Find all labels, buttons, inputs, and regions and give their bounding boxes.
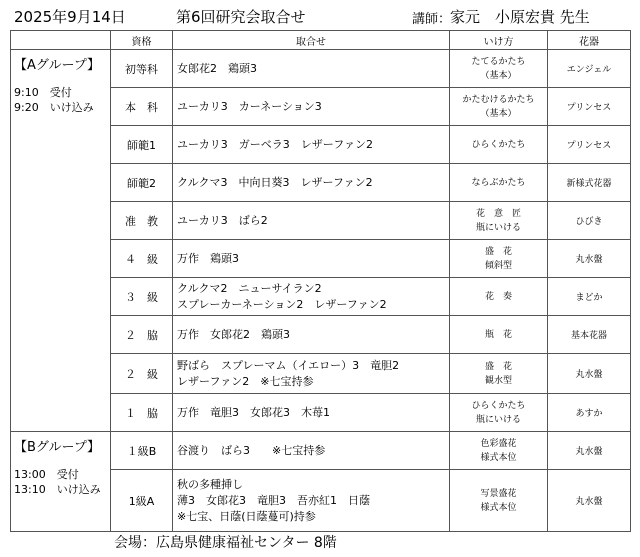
style-cell (450, 394, 548, 432)
rank-cell: １ 脇 (111, 394, 173, 432)
group-title: 【Bグループ】 (14, 440, 101, 455)
style-line: 盛 花 (484, 361, 512, 372)
materials-line: クルクマ2 ニューサイラン2 (177, 281, 322, 295)
table-row (11, 432, 631, 470)
instructor-label: 講師： (412, 12, 452, 27)
rank-cell: ４ 級 (111, 240, 173, 278)
materials-line: 女郎花2 鶏頭3 (177, 61, 257, 75)
style-line: ひらくかたち (471, 400, 526, 411)
header-group-cell (11, 31, 111, 50)
column-header-vase: 花器 (548, 31, 631, 50)
rank-cell: 本 科 (111, 88, 173, 126)
document-title: 第6回研究会取合せ (176, 8, 306, 26)
style-cell (450, 278, 548, 316)
style-cell (450, 316, 548, 354)
materials-line: クルクマ3 中向日葵3 レザーファン2 (177, 175, 373, 189)
rank-cell: １級B (111, 432, 173, 470)
group-cell (11, 432, 111, 532)
style-cell (450, 432, 548, 470)
materials-line: 万作 鶏頭3 (177, 251, 239, 265)
style-line: 瓶 花 (484, 329, 512, 340)
group-schedule-item: 13:10 いけ込み (14, 483, 101, 496)
column-header-style: いけ方 (450, 31, 548, 50)
style-line: たてるかたち (471, 56, 526, 67)
materials-line: スプレーカーネーション2 レザーファン2 (177, 297, 387, 311)
style-cell (450, 240, 548, 278)
materials-cell (173, 316, 450, 354)
rank-cell: ２ 脇 (111, 316, 173, 354)
materials-line: 野ばら スプレーマム（イエロー）3 竜胆2 (177, 358, 400, 372)
materials-cell (173, 202, 450, 240)
style-line: （基本） (480, 108, 517, 119)
vase-cell: エンジェル (548, 50, 631, 88)
group-schedule-item: 13:00 受付 (14, 468, 79, 481)
style-line: ひらくかたち (471, 139, 526, 150)
style-cell (450, 50, 548, 88)
materials-line: ユーカリ3 ガーベラ3 レザーファン2 (177, 137, 374, 151)
table-row (11, 50, 631, 88)
rank-cell: ２ 級 (111, 354, 173, 394)
materials-cell (173, 126, 450, 164)
rank-cell: 1級A (111, 470, 173, 532)
style-cell (450, 470, 548, 532)
materials-line: レザーファン2 ※七宝持参 (177, 374, 314, 388)
style-line: 花 意 匠 (475, 208, 521, 219)
style-cell (450, 88, 548, 126)
materials-cell (173, 88, 450, 126)
style-line: 様式本位 (480, 502, 517, 513)
materials-line: 薄3 女郎花3 竜胆3 吾亦紅1 日蔭 (177, 493, 370, 507)
style-line: ならぶかたち (471, 177, 526, 188)
vase-cell: 丸水盤 (548, 432, 631, 470)
vase-cell: 丸水盤 (548, 470, 631, 532)
materials-line: ユーカリ3 カーネーション3 (177, 99, 322, 113)
style-line: 写景盛花 (480, 488, 517, 499)
materials-cell (173, 470, 450, 532)
style-cell (450, 164, 548, 202)
style-line: 花 奏 (484, 291, 512, 302)
venue-text: 会場：広島県健康福祉センター 8階 (114, 535, 337, 551)
style-cell (450, 354, 548, 394)
vase-cell: プリンセス (548, 88, 631, 126)
style-line: 観水型 (484, 375, 512, 386)
vase-cell: あすか (548, 394, 631, 432)
event-date: 2025年9月14日 (14, 8, 126, 26)
materials-line: 秋の多種挿し (177, 477, 243, 491)
rank-cell: ３ 級 (111, 278, 173, 316)
materials-cell (173, 354, 450, 394)
materials-cell (173, 432, 450, 470)
style-line: 傾斜型 (484, 260, 512, 271)
materials-line: ※七宝、日蔭(日蔭蔓可)持参 (177, 509, 316, 523)
rank-cell: 准 教 (111, 202, 173, 240)
group-cell (11, 50, 111, 432)
instructor-name: 家元 小原宏貴 先生 (450, 8, 590, 26)
vase-cell: 新様式花器 (548, 164, 631, 202)
vase-cell: 丸水盤 (548, 240, 631, 278)
materials-line: 谷渡り ばら3 ※七宝持参 (177, 443, 326, 457)
rank-cell: 初等科 (111, 50, 173, 88)
style-line: 瓶にいける (475, 222, 521, 233)
table-header-row (11, 31, 631, 50)
style-line: （基本） (480, 70, 517, 81)
vase-cell: まどか (548, 278, 631, 316)
materials-cell (173, 164, 450, 202)
rank-cell: 師範2 (111, 164, 173, 202)
style-line: 盛 花 (484, 246, 512, 257)
column-header-rank: 資格 (111, 31, 173, 50)
rank-cell: 師範1 (111, 126, 173, 164)
vase-cell: ひびき (548, 202, 631, 240)
group-title: 【Aグループ】 (14, 58, 100, 73)
style-cell (450, 202, 548, 240)
materials-line: ユーカリ3 ばら2 (177, 213, 268, 227)
materials-cell (173, 394, 450, 432)
style-line: 色彩盛花 (480, 438, 517, 449)
group-schedule-item: 9:10 受付 (14, 86, 72, 99)
style-line: 様式本位 (480, 452, 517, 463)
arrangement-table (10, 30, 631, 532)
materials-cell (173, 240, 450, 278)
vase-cell: プリンセス (548, 126, 631, 164)
style-cell (450, 126, 548, 164)
materials-cell (173, 50, 450, 88)
style-line: かたむけるかたち (462, 94, 535, 105)
vase-cell: 基本花器 (548, 316, 631, 354)
group-schedule-item: 9:20 いけ込み (14, 101, 94, 114)
materials-line: 万作 竜胆3 女郎花3 木苺1 (177, 405, 330, 419)
vase-cell: 丸水盤 (548, 354, 631, 394)
materials-line: 万作 女郎花2 鶏頭3 (177, 327, 290, 341)
column-header-materials: 取合せ (173, 31, 450, 50)
style-line: 瓶にいける (475, 414, 521, 425)
materials-cell (173, 278, 450, 316)
